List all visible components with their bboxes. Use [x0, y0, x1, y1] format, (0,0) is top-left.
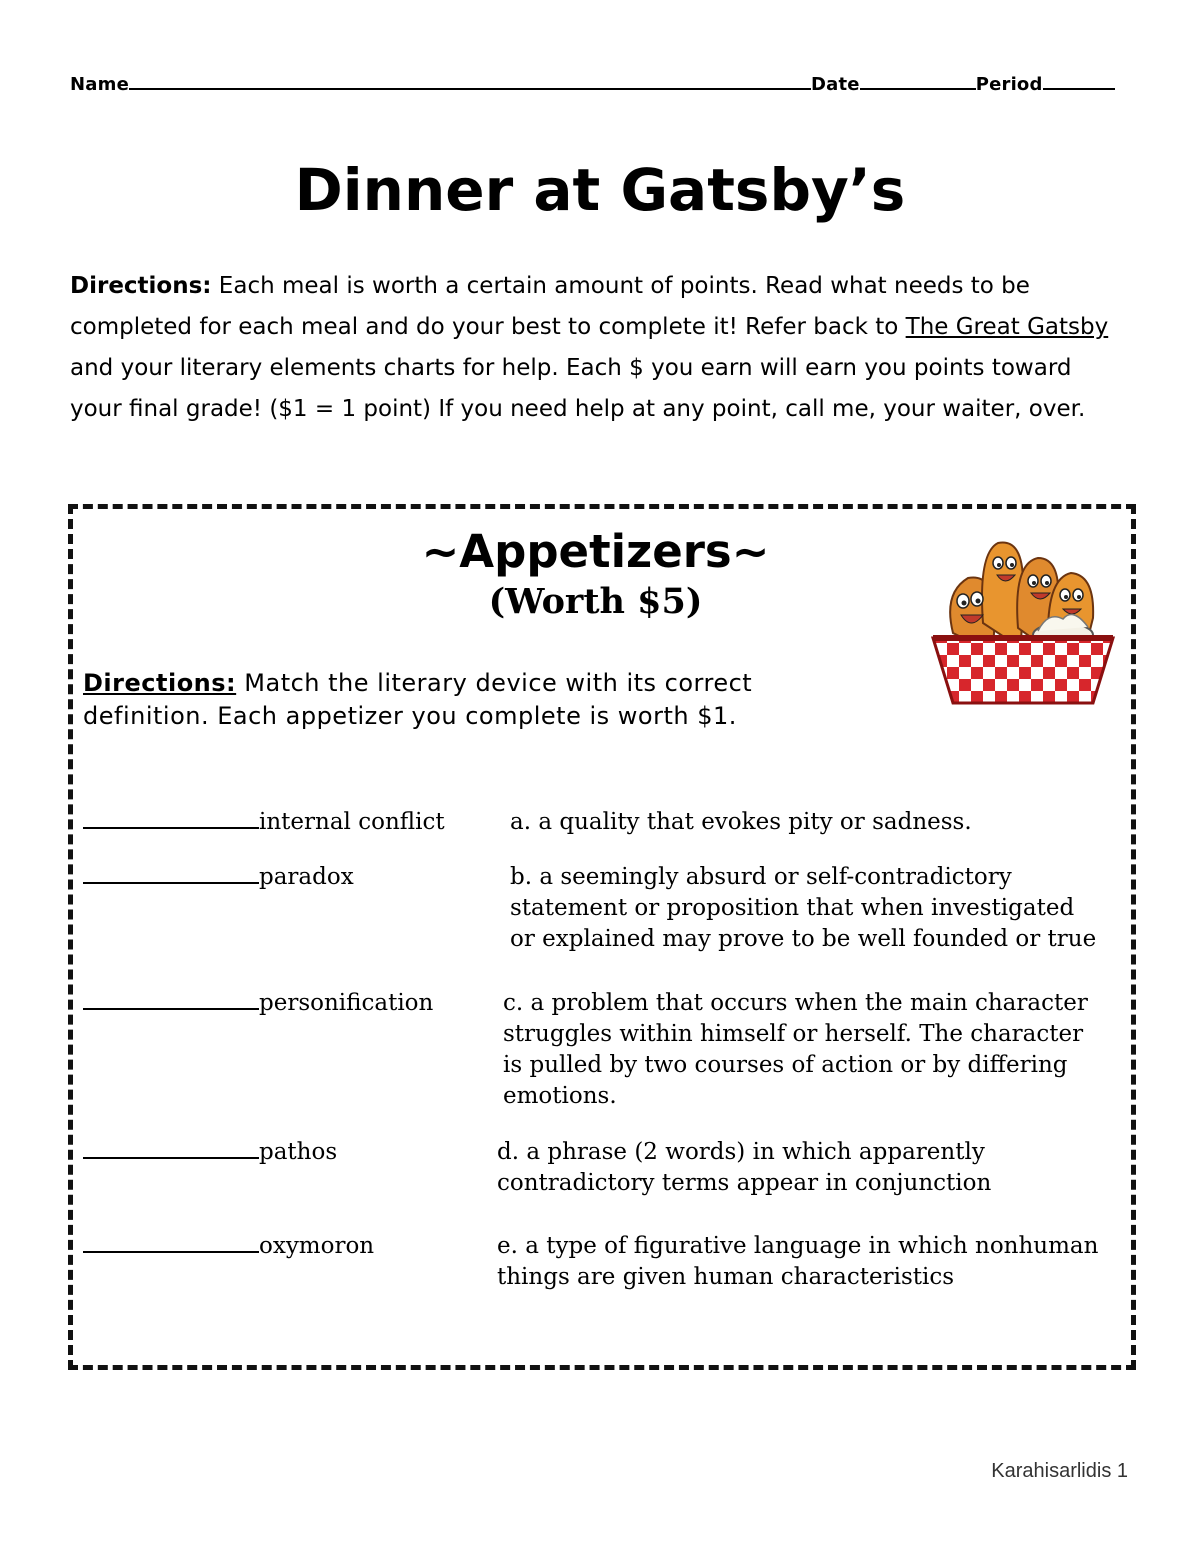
term-label: internal conflict [259, 809, 445, 835]
book-title: The Great Gatsby [905, 314, 1109, 340]
appetizers-box [68, 504, 1136, 1370]
appetizers-directions [83, 667, 843, 733]
definition-line: b. a seemingly absurd or self-contradictory [510, 864, 1012, 890]
name-field[interactable] [129, 72, 811, 90]
definition-d [497, 1137, 991, 1199]
definition-line: c. a problem that occurs when the main character [503, 990, 1088, 1016]
name-label: Name [70, 74, 129, 95]
definition-line: e. a type of figurative language in which nonhuman [497, 1233, 1099, 1259]
date-field[interactable] [860, 72, 976, 90]
answer-blank[interactable] [83, 1233, 259, 1253]
answer-blank[interactable] [83, 809, 259, 829]
match-row-3 [83, 990, 433, 1016]
definition-line: is pulled by two courses of action or by differing [503, 1052, 1068, 1078]
definition-line: a. a quality that evokes pity or sadness. [510, 809, 972, 835]
definition-c [503, 988, 1088, 1112]
definition-line: struggles within himself or herself. The character [503, 1021, 1084, 1047]
match-row-4 [83, 1139, 337, 1165]
definition-line: d. a phrase (2 words) in which apparently [497, 1139, 985, 1165]
term-label: paradox [259, 864, 354, 890]
intro-directions [70, 266, 1130, 430]
definition-e [497, 1231, 1098, 1293]
term-label: pathos [259, 1139, 338, 1165]
name-date-period-line [70, 72, 1115, 95]
intro-directions-label: Directions: [70, 273, 212, 299]
definition-line: statement or proposition that when investigated [510, 895, 1075, 921]
definition-line: contradictory terms appear in conjunction [497, 1170, 992, 1196]
definition-b [510, 862, 1096, 955]
intro-text-1: Each meal is worth a certain amount of points. Read what needs to be completed for each meal and do your best to complete it! Refer back to [70, 273, 1030, 340]
page-title: Dinner at Gatsby’s [294, 156, 906, 224]
period-label: Period [975, 74, 1043, 95]
date-label: Date [810, 74, 860, 95]
definition-line: or explained may prove to be well founded or true [510, 926, 1097, 952]
chicken-tenders-basket-icon [923, 523, 1123, 713]
match-row-2 [83, 864, 354, 890]
definition-a [510, 807, 972, 838]
answer-blank[interactable] [83, 864, 259, 884]
appetizers-directions-text: Match the literary device with its correct definition. Each appetizer you complete is worth $1. [83, 669, 753, 730]
term-label: personification [259, 990, 434, 1016]
match-row-1 [83, 809, 445, 835]
appetizers-title: ~Appetizers~ [421, 525, 770, 578]
answer-blank[interactable] [83, 990, 259, 1010]
definition-line: emotions. [503, 1083, 617, 1109]
period-field[interactable] [1043, 72, 1115, 90]
match-row-5 [83, 1233, 374, 1259]
appetizers-worth: (Worth $5) [488, 581, 703, 622]
definition-line: things are given human characteristics [497, 1264, 955, 1290]
appetizers-directions-label: Directions: [83, 669, 237, 697]
answer-blank[interactable] [83, 1139, 259, 1159]
page-footer: Karahisarlidis 1 [991, 1460, 1128, 1482]
term-label: oxymoron [259, 1233, 375, 1259]
intro-text-2: and your literary elements charts for help. Each $ you earn will earn you points toward your final grade! ($1 = 1 point) If you need help at any point, call me, your waiter, over. [70, 355, 1086, 422]
